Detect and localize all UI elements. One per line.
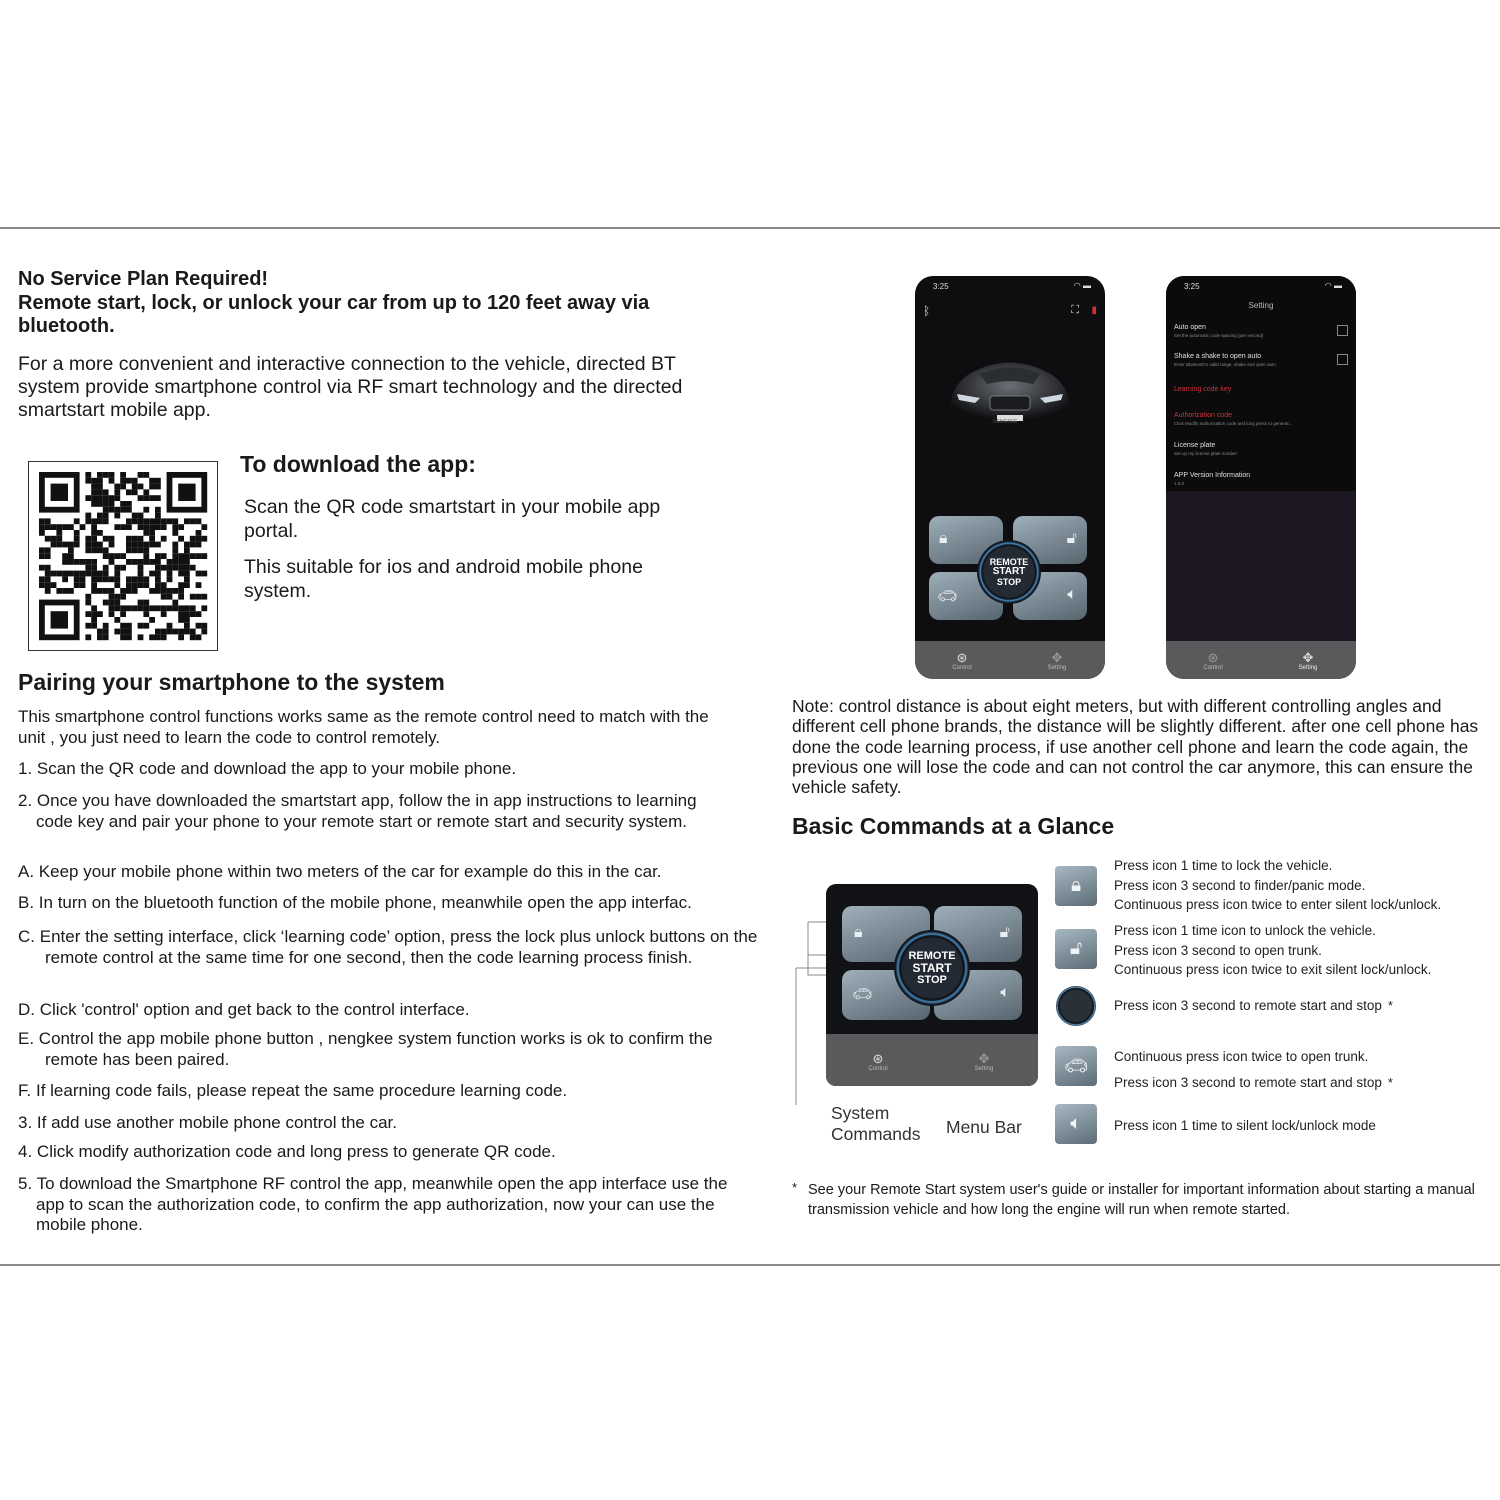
menu-bar-label: Menu Bar	[946, 1117, 1022, 1137]
start-label-2: START	[912, 961, 952, 975]
signal-icon: ▮	[1091, 305, 1097, 316]
setting-authorization-code[interactable]: Authorization code Click Modify authorization code and long press to generat...	[1174, 412, 1293, 426]
download-paragraph-1: Scan the QR code smartstart in your mobile app portal.	[244, 496, 661, 542]
steering-icon: ⊛	[872, 1051, 884, 1066]
system-commands-pad	[826, 884, 1038, 1086]
unlock-icon: 🔓︎	[1066, 530, 1077, 547]
intro-headline-2: Remote start, lock, or unlock your car from up to 120 feet away via bluetooth.	[18, 291, 650, 337]
step-a	[18, 862, 785, 883]
start-label-3: STOP	[917, 974, 947, 986]
remote-start-button[interactable]	[894, 930, 970, 1006]
intro-paragraph: For a more convenient and interactive connection to the vehicle, directed BT system provide smartphone control via RF smart technology and the directed smartstart mobile app.	[18, 352, 683, 421]
step-num: E.	[18, 1029, 35, 1048]
license-plate: NENGKEE	[993, 419, 1018, 425]
status-time: 3:25	[1184, 282, 1200, 291]
step-e	[18, 1029, 765, 1070]
basic-commands-title: Basic Commands at a Glance	[792, 813, 1115, 839]
start-label-1: REMOTE	[989, 557, 1029, 567]
footnote-star: *	[792, 1180, 798, 1195]
step-2	[18, 791, 736, 832]
settings-header: Setting	[1248, 301, 1274, 310]
tab-bar	[1166, 641, 1356, 679]
step-text: Click 'control' option and get back to the control interface.	[39, 1000, 470, 1019]
gear-icon: ✥	[1051, 650, 1063, 665]
phone-control-screen	[915, 276, 1105, 679]
control-pad	[929, 516, 1091, 628]
step-3	[18, 1113, 776, 1134]
step-text: Control the app mobile phone button , nengkee system function works is ok to confirm the remote has been paired.	[38, 1029, 713, 1069]
trunk-command-text: Continuous press icon twice to open trunk. Press icon 3 second to remote start and stop *	[1114, 1049, 1393, 1090]
trunk-car-icon: 🚗︎	[852, 986, 873, 1003]
intro-section	[18, 268, 753, 422]
step-num: 2.	[18, 791, 33, 810]
setting-app-version[interactable]: APP Version Information 1.0.0	[1174, 472, 1251, 486]
remote-start-button[interactable]	[977, 540, 1041, 604]
download-paragraph-2: This suitable for ios and android mobile phone system.	[244, 556, 643, 602]
setting-auto-open[interactable]: Auto open Set the automatic code spacing (per second)	[1174, 324, 1344, 338]
step-num: D.	[18, 1000, 35, 1019]
start-label-2: START	[992, 566, 1026, 577]
step-text: If add use another mobile phone control the car.	[36, 1113, 397, 1132]
setting-license-plate[interactable]: License plate Set up my license plate number	[1174, 442, 1238, 456]
top-rule	[0, 227, 1500, 229]
intro-headline-1: No Service Plan Required!	[18, 268, 269, 290]
lock-icon: 🔒︎	[1055, 866, 1097, 906]
phone-setting-screen	[1166, 276, 1356, 679]
silent-command-text: Press icon 1 time to silent lock/unlock mode	[1114, 1118, 1376, 1133]
step-text: If learning code fails, please repeat the same procedure learning code.	[35, 1081, 568, 1100]
step-num: 4.	[18, 1142, 33, 1161]
step-c	[18, 927, 765, 968]
start-label-3: STOP	[996, 577, 1022, 587]
system-commands-label: System Commands	[831, 1103, 921, 1144]
step-text: Once you have downloaded the smartstart app, follow the in app instructions to learning code key and pair your phone to your remote start or remote start and security system.	[36, 791, 697, 831]
step-f	[18, 1081, 785, 1102]
control-distance-note: Note: control distance is about eight meters, but with different controlling angles and different cell phone brands, the distance will be slightly different. after one cell phone has done the code learning process, if use another cell phone and learn the code again, the previous one will lose the code and can not control the car anymore, this can ensure the vehicle safety.	[792, 696, 1479, 798]
trunk-car-icon: 🚗︎	[1055, 1046, 1097, 1086]
unlock-icon: 🔓︎	[1055, 929, 1097, 969]
step-4	[18, 1142, 776, 1163]
step-num: 1.	[18, 759, 33, 778]
step-num: B.	[18, 893, 35, 912]
status-time: 3:25	[933, 282, 949, 291]
step-num: 3.	[18, 1113, 33, 1132]
footnote: * See your Remote Start system user's guide or installer for important information about starting a manual transmission vehicle and how long the engine will run when remote started.	[792, 1180, 1475, 1218]
download-title: To download the app:	[240, 451, 476, 477]
lock-command-text: Press icon 1 time to lock the vehicle. Press icon 3 second to finder/panic mode. Continuous press icon twice to enter silent lock/unlock.	[1114, 858, 1442, 912]
step-d	[18, 1000, 785, 1021]
step-text: Keep your mobile phone within two meters of the car for example do this in the car.	[38, 862, 662, 881]
step-5	[18, 1174, 746, 1236]
speaker-icon: 🔈︎	[1067, 586, 1077, 603]
tab-control[interactable]: ⊛ Control	[858, 1052, 898, 1072]
speaker-icon: 🔈︎	[1000, 984, 1010, 1001]
silent-mode-icon: 🔈︎	[1055, 1104, 1097, 1144]
steering-icon: ⊛	[1207, 650, 1219, 665]
gear-icon: ✥	[978, 1051, 990, 1066]
wifi-battery-icon: ◠ ▬	[1324, 281, 1342, 290]
wifi-battery-icon: ◠ ▬	[1073, 281, 1091, 290]
pairing-intro: This smartphone control functions works same as the remote control need to match with the unit , you just need to learn the code to control remotely.	[18, 707, 709, 747]
step-text: To download the Smartphone RF control the app, meanwhile open the app interface use the app to scan the authorization code, to confirm the app authorization, now your can use the mobile phone.	[36, 1174, 728, 1234]
steering-icon: ⊛	[956, 650, 968, 665]
step-text: Enter the setting interface, click ‘learning code’ option, press the lock plus unlock buttons on the remote control at the same time for one second, then the code learning process finish.	[39, 927, 758, 967]
step-b	[18, 893, 785, 914]
step-1	[18, 759, 776, 780]
tab-setting[interactable]: ✥ Setting	[1037, 651, 1077, 671]
step-num: 5.	[18, 1174, 33, 1193]
step-num: F.	[18, 1081, 32, 1100]
pairing-title: Pairing your smartphone to the system	[18, 669, 445, 695]
step-text: In turn on the bluetooth function of the mobile phone, meanwhile open the app interfac.	[38, 893, 692, 912]
qr-code	[28, 461, 218, 651]
shake-open-checkbox[interactable]	[1337, 354, 1348, 365]
remote-start-command-text: Press icon 3 second to remote start and stop *	[1114, 998, 1393, 1013]
step-num: C.	[18, 927, 35, 946]
setting-shake-open[interactable]: Shake a shake to open auto Enter Bluetooth's valid range, shake and open auto	[1174, 353, 1344, 367]
setting-learning-code[interactable]: Learning code key	[1174, 386, 1232, 393]
menu-bar	[826, 1034, 1038, 1086]
lock-icon: 🔒︎	[854, 924, 863, 941]
lock-icon: 🔒︎	[939, 530, 948, 547]
trunk-car-icon: 🚗︎	[937, 588, 958, 605]
unlock-command-text: Press icon 1 time icon to unlock the vehicle. Press icon 3 second to open trunk. Continuous press icon twice to exit silent lock/unlock.	[1114, 923, 1432, 977]
tab-bar	[915, 641, 1105, 679]
auto-open-checkbox[interactable]	[1337, 325, 1348, 336]
step-text: Click modify authorization code and long press to generate QR code.	[36, 1142, 556, 1161]
remote-start-icon	[1055, 986, 1097, 1026]
tab-setting[interactable]: ✥ Setting	[1288, 651, 1328, 671]
scan-icon: ⛶	[1071, 304, 1079, 316]
start-label-1: REMOTE	[908, 950, 956, 962]
bottom-rule	[0, 1264, 1500, 1266]
unlock-icon: 🔓︎	[999, 924, 1010, 941]
tab-control[interactable]: ⊛ Control	[942, 651, 982, 671]
bluetooth-icon: ᛒ	[923, 304, 931, 318]
step-text: Scan the QR code and download the app to your mobile phone.	[36, 759, 517, 778]
step-num: A.	[18, 862, 35, 881]
tab-control[interactable]: ⊛ Control	[1193, 651, 1233, 671]
tab-setting[interactable]: ✥ Setting	[964, 1052, 1004, 1072]
gear-icon: ✥	[1302, 650, 1314, 665]
